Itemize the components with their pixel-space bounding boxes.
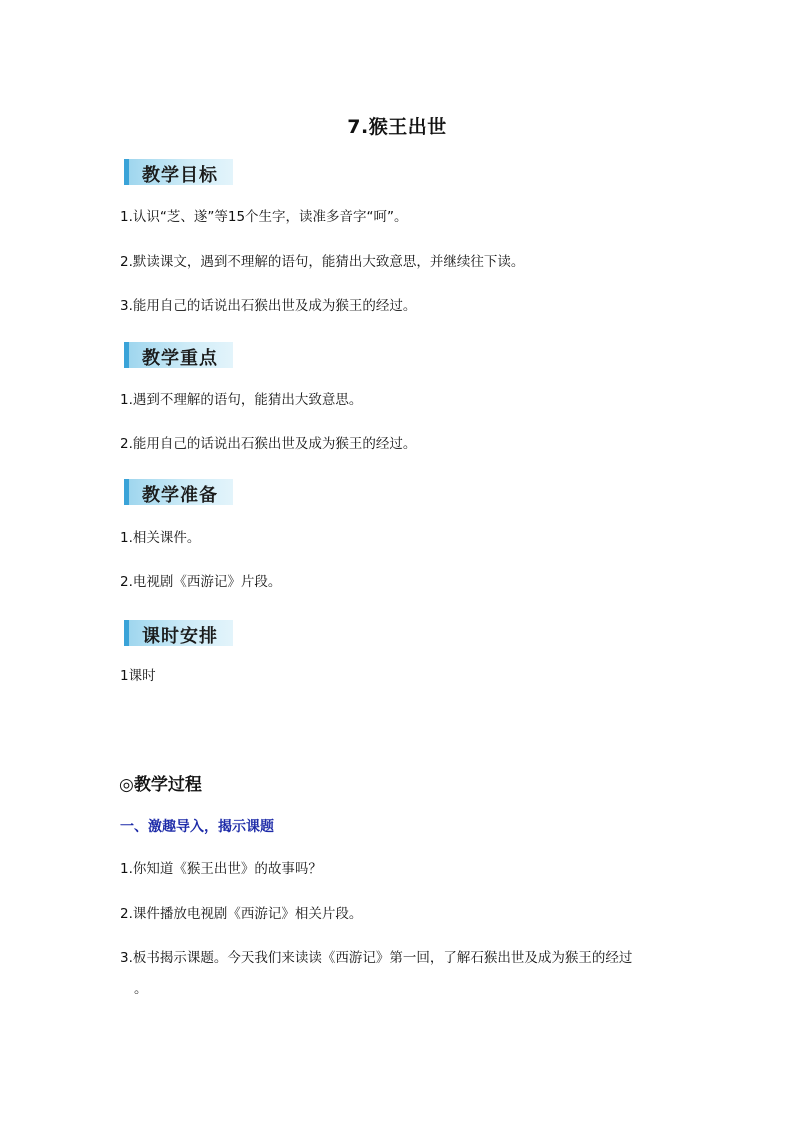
process-item: 1.你知道《猴王出世》的故事吗？: [120, 861, 322, 877]
section-heading-goals-label: 教学目标: [142, 165, 218, 186]
section-heading-key-points-label: 教学重点: [142, 348, 218, 369]
process-item: 2.课件播放电视剧《西游记》相关片段。: [120, 906, 363, 922]
section-heading-preparation: [124, 479, 233, 505]
page-title: 7.猴王出世: [347, 116, 447, 138]
process-step-heading: 一、激趣导入，揭示课题: [120, 819, 274, 835]
goal-item: 3.能用自己的话说出石猴出世及成为猴王的经过。: [120, 298, 417, 314]
goal-item: 2.默读课文，遇到不理解的语句，能猜出大致意思，并继续往下读。: [120, 254, 525, 270]
goal-item: 1.认识“芝、遂”等15个生字，读准多音字“呵”。: [120, 209, 408, 225]
preparation-item: 2.电视剧《西游记》片段。: [120, 574, 282, 590]
section-heading-key-points: [124, 342, 233, 368]
section-heading-goals: [124, 159, 233, 185]
process-item-continuation: 。: [134, 981, 148, 997]
process-item: 3.板书揭示课题。今天我们来读读《西游记》第一回，了解石猴出世及成为猴王的经过: [120, 950, 633, 966]
preparation-item: 1.相关课件。: [120, 530, 201, 546]
section-heading-preparation-label: 教学准备: [142, 485, 218, 506]
process-title: ◎教学过程: [119, 775, 202, 795]
section-heading-schedule: [124, 620, 233, 646]
key-point-item: 1.遇到不理解的语句，能猜出大致意思。: [120, 392, 363, 408]
section-heading-schedule-label: 课时安排: [142, 626, 218, 647]
schedule-text: 1课时: [120, 668, 156, 684]
key-point-item: 2.能用自己的话说出石猴出世及成为猴王的经过。: [120, 436, 417, 452]
